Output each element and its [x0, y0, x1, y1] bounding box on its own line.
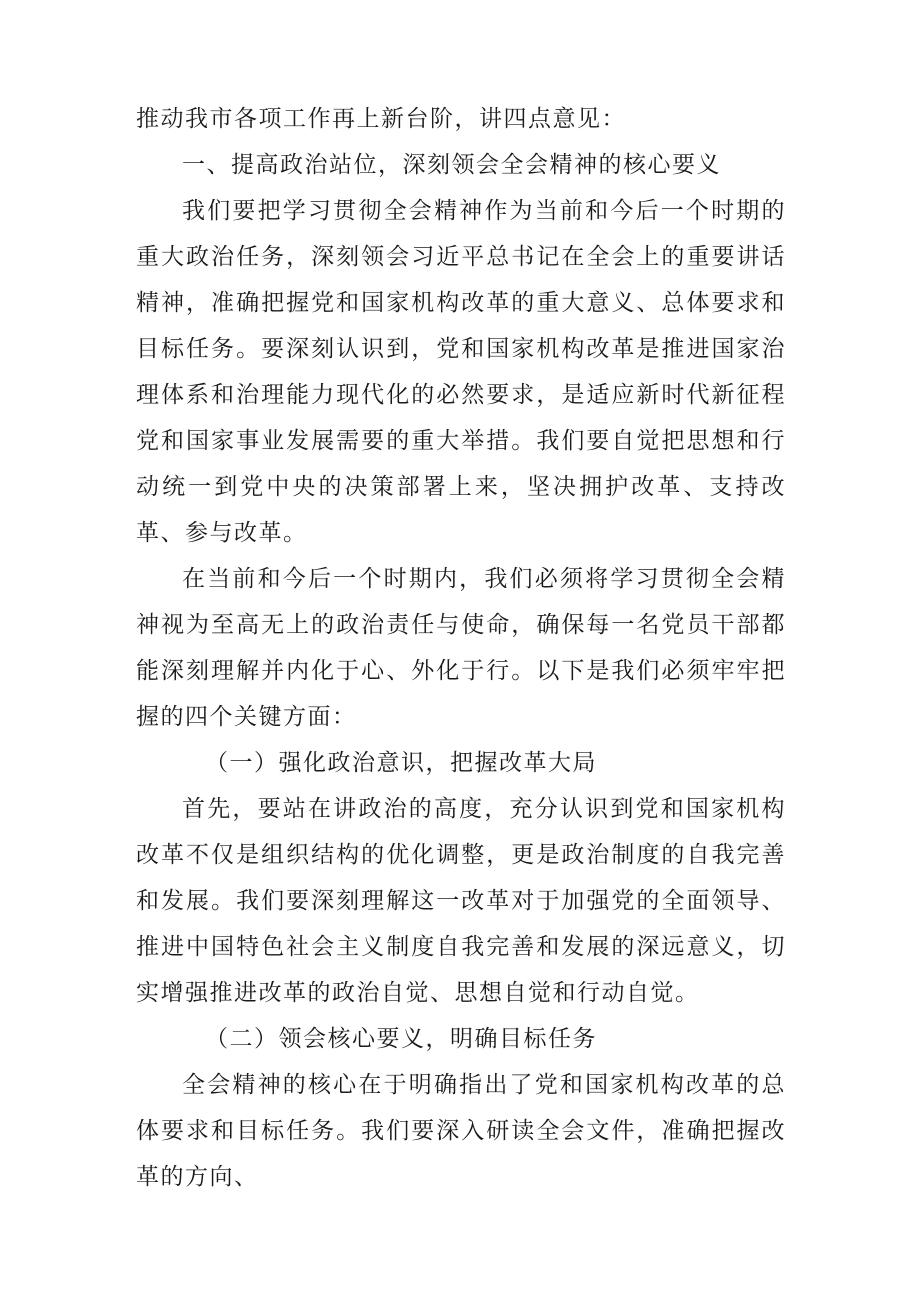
intro-paragraph: 推动我市各项工作再上新台阶，讲四点意见：	[136, 106, 626, 132]
body-paragraph: 我们要把学习贯彻全会精神作为当前和今后一个时期的重大政治任务，深刻领会习近平总书记在全会上的重要讲话精神，准确把握党和国家机构改革的重大意义、总体要求和目标任务。要深刻认识到，党和国家机构改革是推进国家治理体系和治理能力现代化的必然要求，是适应新时代新征程党和国家事业发展需要的重大举措。我们要自觉把思想和行动统一到党中央的决策部署上来，坚决拥护改革、支持改革、参与改革。	[136, 198, 786, 546]
document-body	[136, 96, 786, 1200]
subsection-heading-1: （一）强化政治意识，把握改革大局	[205, 750, 597, 776]
body-paragraph: 全会精神的核心在于明确指出了党和国家机构改革的总体要求和目标任务。我们要深入研读全会文件，准确把握改革的方向、	[136, 1072, 786, 1190]
section-heading-1: 一、提高政治站位，深刻领会全会精神的核心要义	[182, 152, 721, 178]
body-paragraph: 在当前和今后一个时期内，我们必须将学习贯彻全会精神视为至高无上的政治责任与使命，确保每一名党员干部都能深刻理解并内化于心、外化于行。以下是我们必须牢牢把握的四个关键方面：	[136, 566, 786, 730]
body-paragraph: 首先，要站在讲政治的高度，充分认识到党和国家机构改革不仅是组织结构的优化调整，更是政治制度的自我完善和发展。我们要深刻理解这一改革对于加强党的全面领导、推进中国特色社会主义制度自我完善和发展的深远意义，切实增强推进改革的政治自觉、思想自觉和行动自觉。	[136, 796, 786, 1006]
subsection-heading-2: （二）领会核心要义，明确目标任务	[205, 1026, 597, 1052]
